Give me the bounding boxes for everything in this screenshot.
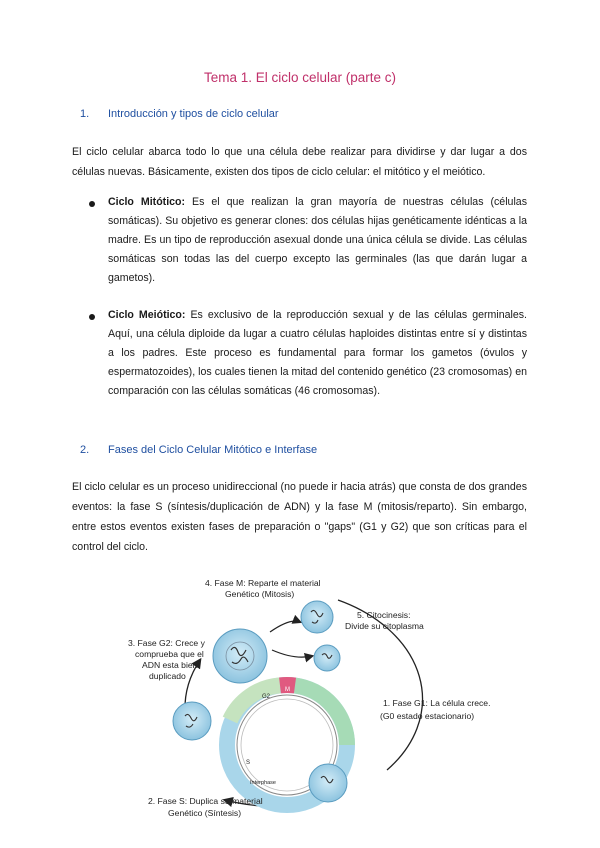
label-phase-m-1: 4. Fase M: Reparte el material: [205, 578, 321, 588]
cell-cycle-diagram: [100, 570, 520, 840]
cell-mitosis: [301, 601, 333, 633]
label-s-1: 2. Fase S: Duplica su material: [148, 796, 263, 806]
cell-cytokinesis: [314, 645, 340, 671]
section-1-heading: [80, 108, 279, 120]
cell-g2: [213, 629, 267, 683]
section-1-heading-text: Introducción y tipos de ciclo celular: [108, 108, 279, 120]
label-g1-2: (G0 estado estacionario): [380, 711, 475, 721]
bullet-dot: [89, 314, 95, 320]
arrow-to-m: [270, 621, 300, 632]
bullet-meiotic-term: Ciclo Meiótico:: [108, 309, 186, 321]
page-title: Tema 1. El ciclo celular (parte c): [203, 70, 397, 85]
ring-interphase-label: Interphase: [250, 780, 276, 786]
bullet-meiotic: [108, 306, 527, 401]
label-phase-m-2: Genético (Mitosis): [225, 589, 295, 599]
section-1-intro: El ciclo celular abarca todo lo que una célula debe realizar para dividirse y dar lugar a dos células nuevas. Básicamente, existen dos tipos de ciclo celular: el mitótico y el meiótico.: [72, 146, 527, 178]
label-cytokinesis-1: 5. Citocinesis:: [357, 610, 411, 620]
cell-s-phase: [173, 702, 211, 740]
label-g2-4: duplicado: [149, 671, 186, 681]
arrow-to-cytokinesis: [272, 650, 312, 657]
cell-g1: [309, 764, 347, 802]
label-g2-1: 3. Fase G2: Crece y: [128, 638, 205, 648]
label-g2-2: comprueba que el: [135, 649, 204, 659]
label-g1-1: 1. Fase G1: La célula crece.: [383, 698, 491, 708]
bullet-meiotic-text: Es exclusivo de la reproducción sexual y de las células germinales. Aquí, una célula diploide da lugar a cuatro células haploides distintas entre sí y distintas a los padres. Este proceso es fundamental para formar los gametos (óvulos y espermatozoides), los cuales tienen la mitad del contenido genético (23 cromosomas) en comparación con las células somáticas (46 cromosomas).: [108, 309, 527, 397]
ring-m-label: M: [285, 687, 290, 693]
bullet-mitotic-text: Es el que realizan la gran mayoría de nuestras células (células somáticas). Su objetivo es generar clones: dos células hijas genéticamente idénticas a la madre. Es un tipo de reproducción asexual donde una única célula se divide. Las células somáticas son todas las del cuerpo excepto las germinales (las que darán lugar a gametos).: [108, 196, 527, 284]
section-2-heading: [80, 444, 317, 456]
bullet-mitotic-term: Ciclo Mitótico:: [108, 196, 186, 208]
ring-m-segment: [280, 685, 295, 686]
section-2-heading-text: Fases del Ciclo Celular Mitótico e Interfase: [108, 444, 318, 456]
section-2-number: 2.: [80, 444, 90, 456]
label-g2-3: ADN esta bien: [142, 660, 198, 670]
section-1-number: 1.: [80, 108, 90, 120]
bullet-dot: [89, 201, 95, 207]
label-cytokinesis-2: Divide su citoplasma: [345, 621, 424, 631]
section-2-paragraph: El ciclo celular es un proceso unidireccional (no puede ir hacia atrás) que consta de dos grandes eventos: la fase S (síntesis/duplicación de ADN) y la fase M (mitosis/reparto). Sin embargo, entre estos eventos existen fases de preparación o "gaps" (G1 y G2) que son críticas para el control del ciclo.: [72, 481, 527, 553]
label-s-2: Genético (Síntesis): [168, 808, 242, 818]
bullet-mitotic: [108, 193, 527, 288]
ring-g2-label: G2: [262, 694, 271, 700]
ring-s-label: S: [246, 760, 251, 766]
